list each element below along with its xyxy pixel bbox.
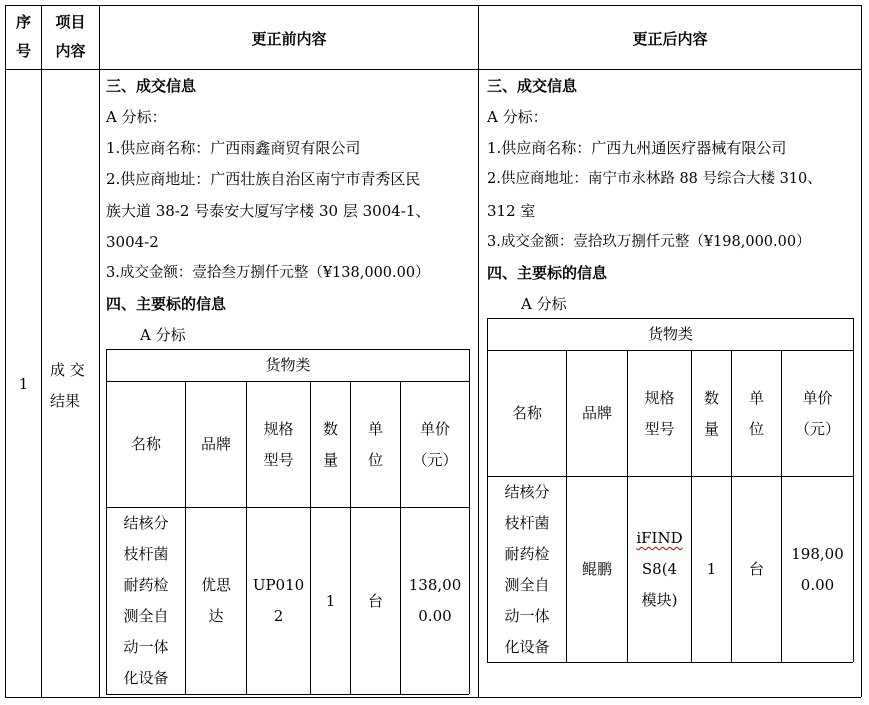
- before-supplier-addr: 族大道 38-2 号泰安大厦写字楼 30 层 3004-1、: [106, 202, 431, 220]
- after-th-name: [488, 351, 566, 476]
- header-before: 更正前内容: [251, 30, 327, 48]
- th-text: 单价: [419, 419, 450, 438]
- row-item-line: 结果: [50, 392, 81, 410]
- th-text: 名称: [511, 404, 542, 422]
- before-section4-heading: 四、主要标的信息: [106, 295, 227, 313]
- outer-top-border: [5, 5, 861, 6]
- th-text: 数: [703, 388, 719, 407]
- before-th-model: [247, 382, 310, 507]
- before-table-category: [107, 350, 469, 381]
- th-text: 名称: [130, 435, 161, 453]
- after-amount: 3.成交金额：壹拾玖万捌仟元整（¥198,000.00）: [487, 234, 811, 250]
- before-supplier-addr: 3004-2: [106, 233, 159, 251]
- td-text: 化设备: [123, 669, 169, 687]
- td-text: 耐药检: [504, 544, 550, 563]
- td-text: 枝杆菌: [123, 545, 169, 563]
- td-text: 结核分: [504, 482, 550, 501]
- th-text: 规格: [644, 388, 675, 407]
- th-text: （元）: [794, 419, 840, 438]
- after-supplier-name: 1.供应商名称：广西九州通医疗器械有限公司: [487, 139, 787, 157]
- row-seq: 1: [18, 375, 29, 393]
- th-text: 量: [322, 450, 338, 469]
- td-text: 优思: [200, 576, 231, 594]
- col-divider-before-after: [478, 5, 479, 697]
- after-td-model: [628, 477, 691, 662]
- td-text: 0.00: [418, 607, 452, 625]
- before-supplier-addr: 2.供应商地址：广西壮族自治区南宁市青秀区民: [106, 170, 421, 188]
- td-text: 198,00: [791, 544, 844, 563]
- after-supplier-addr: 312 室: [487, 202, 536, 220]
- th-text: （元）: [412, 450, 458, 469]
- before-td-model: [247, 508, 310, 694]
- th-text: 品牌: [581, 404, 612, 422]
- after-th-unit: [732, 351, 781, 476]
- td-text: 结核分: [123, 514, 169, 532]
- before-lot: A 分标：: [106, 108, 167, 126]
- header-bottom-border: [5, 69, 861, 70]
- th-text: 单: [748, 388, 764, 407]
- td-text: 138,00: [408, 576, 462, 594]
- td-text: 达: [208, 607, 224, 625]
- before-td-unit: [351, 508, 400, 694]
- outer-right-border: [861, 5, 862, 697]
- after-table-category: [488, 319, 853, 350]
- td-text: 台: [367, 591, 383, 610]
- td-text: 台: [748, 560, 764, 578]
- after-lot: A 分标：: [487, 108, 548, 126]
- before-th-brand: [186, 382, 246, 507]
- before-td-price: [401, 508, 469, 694]
- before-td-qty: [311, 508, 350, 694]
- td-text: 0.00: [800, 575, 835, 594]
- outer-left-border: [5, 5, 6, 697]
- td-text: 测全自: [504, 575, 550, 594]
- th-text: 位: [367, 450, 383, 469]
- before-td-brand: [186, 508, 246, 694]
- before-amount: 3.成交金额：壹拾叁万捌仟元整（¥138,000.00）: [106, 265, 430, 281]
- th-text: 单: [367, 419, 383, 438]
- header-item-line: 内容: [55, 42, 86, 60]
- td-text: 枝杆菌: [504, 513, 550, 532]
- row-item-line: 成 交: [50, 361, 85, 379]
- after-section4-heading: 四、主要标的信息: [487, 264, 608, 282]
- td-text: UP010: [252, 576, 305, 594]
- th-text: 型号: [263, 450, 294, 469]
- after-td-name: [488, 477, 566, 662]
- td-text: 1: [325, 591, 336, 610]
- after-table-right: [853, 318, 854, 662]
- after-section3-heading: 三、成交信息: [487, 77, 578, 95]
- td-text: 测全自: [123, 607, 169, 625]
- td-text: S8(4: [641, 560, 678, 578]
- td-text: 动一体: [504, 606, 550, 625]
- col-divider-item: [99, 5, 100, 697]
- th-text: 数: [322, 419, 338, 438]
- header-item-line: 项目: [55, 13, 86, 31]
- after-td-brand: [567, 477, 627, 662]
- header-after: 更正后内容: [632, 30, 708, 48]
- before-table-right: [469, 349, 470, 694]
- th-text: 单价: [802, 388, 833, 407]
- before-supplier-name: 1.供应商名称：广西雨鑫商贸有限公司: [106, 139, 361, 157]
- after-td-qty: [692, 477, 731, 662]
- before-td-name: [107, 508, 185, 694]
- td-text: 鲲鹏: [581, 560, 612, 578]
- header-seq: [6, 8, 41, 66]
- row-item: [44, 355, 99, 417]
- after-sublot: A 分标: [521, 295, 567, 313]
- after-th-brand: [567, 351, 627, 476]
- outer-bottom-border: [5, 697, 861, 698]
- after-td-price: [782, 477, 853, 662]
- col-divider-seq: [41, 5, 42, 697]
- th-text: 位: [748, 419, 764, 438]
- td-text: 动一体: [123, 638, 169, 656]
- after-th-price: [782, 351, 853, 476]
- td-text: 1: [706, 560, 717, 578]
- header-seq-line: 号: [15, 42, 31, 60]
- td-text: 耐药检: [123, 576, 169, 594]
- td-text: 化设备: [504, 637, 550, 656]
- th-text: 量: [703, 419, 719, 438]
- after-supplier-addr: 2.供应商地址：南宁市永林路 88 号综合大楼 310、: [487, 171, 822, 187]
- before-th-price: [401, 382, 469, 507]
- after-td-unit: [732, 477, 781, 662]
- before-th-unit: [351, 382, 400, 507]
- td-text: 模块): [641, 591, 678, 609]
- before-th-qty: [311, 382, 350, 507]
- after-th-qty: [692, 351, 731, 476]
- header-item: [42, 8, 99, 66]
- after-th-model: [628, 351, 691, 476]
- td-text-spellcheck: iFIND: [636, 529, 683, 547]
- before-th-name: [107, 382, 185, 507]
- before-sublot: A 分标: [140, 326, 186, 344]
- td-text: 2: [273, 607, 284, 625]
- before-table-bottom: [106, 694, 469, 695]
- before-section3-heading: 三、成交信息: [106, 77, 197, 95]
- th-text: 规格: [263, 419, 294, 438]
- th-text: 品牌: [200, 435, 231, 453]
- header-seq-line: 序: [15, 13, 31, 31]
- after-table-category-label: 货物类: [647, 325, 693, 343]
- th-text: 型号: [644, 419, 675, 438]
- before-table-category-label: 货物类: [265, 356, 311, 374]
